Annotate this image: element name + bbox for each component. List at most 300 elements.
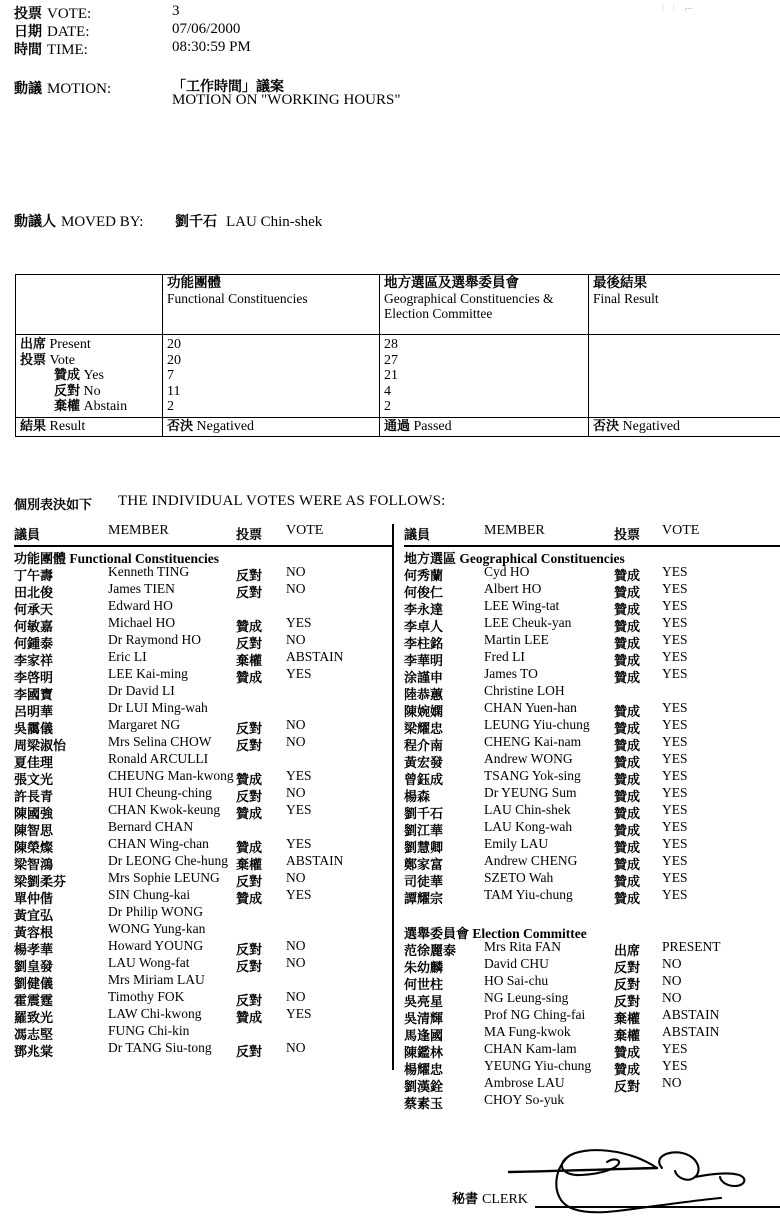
member-vote-zh: 贊成 xyxy=(614,892,641,907)
member-name-zh: 鄭家富 xyxy=(404,858,444,873)
member-vote-en: YES xyxy=(286,615,312,630)
moved-by-label-zh: 動議人 xyxy=(14,214,56,230)
member-name-zh: 范徐麗泰 xyxy=(404,944,457,959)
right-vote-rows-geographical xyxy=(404,565,780,905)
member-name-en: SZETO Wah xyxy=(484,870,554,885)
table-row xyxy=(14,701,394,718)
member-name-zh: 何俊仁 xyxy=(404,586,444,601)
time-value: 08:30:59 PM xyxy=(172,39,251,55)
member-name-zh: 李永達 xyxy=(404,603,444,618)
member-name-zh: 丁午壽 xyxy=(14,569,54,584)
summary-row-label-no-zh: 反對 xyxy=(54,383,81,399)
member-name-zh: 朱幼麟 xyxy=(404,961,444,976)
table-row xyxy=(14,565,394,582)
table-row xyxy=(404,940,780,957)
vote-label-en: VOTE: xyxy=(47,6,92,22)
left-vote-rows xyxy=(14,565,394,1058)
member-vote-en: YES xyxy=(662,666,688,681)
member-name-en: CHAN Yuen-han xyxy=(484,700,577,715)
member-vote-zh: 贊成 xyxy=(236,807,263,822)
table-row xyxy=(14,888,394,905)
member-name-en: SIN Chung-kai xyxy=(108,887,191,902)
table-row xyxy=(404,599,780,616)
member-vote-zh: 反對 xyxy=(236,960,263,975)
summary-result-final-en: Negatived xyxy=(622,418,681,434)
member-vote-zh: 反對 xyxy=(236,586,263,601)
summary-col-final xyxy=(589,275,780,335)
member-name-en: LAU Kong-wah xyxy=(484,819,573,834)
scan-artifact-mark: ᶩ ᶩ ⌐ xyxy=(662,2,696,16)
member-vote-zh: 反對 xyxy=(236,569,263,584)
member-vote-en: YES xyxy=(662,870,688,885)
group-heading-functional-zh: 功能團體 xyxy=(14,552,67,567)
table-row xyxy=(404,820,780,837)
member-vote-en: ABSTAIN xyxy=(286,649,344,664)
member-name-zh: 陸恭蕙 xyxy=(404,688,444,703)
date-label-zh: 日期 xyxy=(14,24,42,40)
group-heading-geographical xyxy=(404,548,780,565)
member-name-en: TAM Yiu-chung xyxy=(484,887,573,902)
member-name-zh: 黃宏發 xyxy=(404,756,444,771)
time-label-en: TIME: xyxy=(47,42,88,58)
motion-value-en: MOTION ON "WORKING HOURS" xyxy=(172,92,401,108)
member-vote-zh: 贊成 xyxy=(614,586,641,601)
group-heading-geographical-en: Geographical Constituencies xyxy=(459,551,625,566)
motion-label xyxy=(14,78,111,98)
left-column-rule xyxy=(14,545,394,547)
member-name-en: Mrs Rita FAN xyxy=(484,939,562,954)
right-header-vote-zh: 投票 xyxy=(614,528,641,543)
member-name-zh: 陳智思 xyxy=(14,824,54,839)
vote-label xyxy=(14,3,91,23)
member-name-zh: 劉皇發 xyxy=(14,960,54,975)
motion-label-en: MOTION: xyxy=(47,81,112,97)
right-column-header xyxy=(404,524,780,543)
summary-header-row xyxy=(16,275,780,335)
table-row xyxy=(404,1059,780,1076)
member-vote-zh: 贊成 xyxy=(614,756,641,771)
table-row xyxy=(404,616,780,633)
member-vote-en: NO xyxy=(286,938,306,953)
member-name-en: Mrs Selina CHOW xyxy=(108,734,212,749)
summary-fc-present: 20 xyxy=(167,337,181,352)
member-name-en: LAU Chin-shek xyxy=(484,802,571,817)
member-name-en: Eric LI xyxy=(108,649,147,664)
individual-votes-title-en: THE INDIVIDUAL VOTES WERE AS FOLLOWS: xyxy=(118,493,446,509)
summary-col-functional xyxy=(163,275,380,335)
table-row xyxy=(404,786,780,803)
member-name-en: Dr TANG Siu-tong xyxy=(108,1040,212,1055)
member-name-zh: 程介南 xyxy=(404,739,444,754)
table-row xyxy=(404,684,780,701)
table-row xyxy=(404,1025,780,1042)
member-name-zh: 馬逢國 xyxy=(404,1029,444,1044)
member-vote-en: YES xyxy=(662,700,688,715)
summary-fc-no: 11 xyxy=(167,383,181,399)
summary-row-label-vote-en: Vote xyxy=(49,352,75,368)
member-name-zh: 陳榮燦 xyxy=(14,841,54,856)
summary-result-row xyxy=(16,417,780,437)
table-row xyxy=(404,1093,780,1110)
member-name-zh: 曾鈺成 xyxy=(404,773,444,788)
member-vote-en: YES xyxy=(662,785,688,800)
member-name-en: TSANG Yok-sing xyxy=(484,768,581,783)
table-row xyxy=(404,701,780,718)
member-name-zh: 夏佳理 xyxy=(14,756,54,771)
table-row xyxy=(14,803,394,820)
signature-mark xyxy=(507,1142,780,1222)
member-name-zh: 陳鑑林 xyxy=(404,1046,444,1061)
member-vote-en: NO xyxy=(286,717,306,732)
member-name-zh: 何敏嘉 xyxy=(14,620,54,635)
member-name-zh: 何世柱 xyxy=(404,978,444,993)
member-name-en: Dr LEONG Che-hung xyxy=(108,853,228,868)
table-row xyxy=(404,769,780,786)
member-name-zh: 吳亮星 xyxy=(404,995,444,1010)
member-vote-zh: 贊成 xyxy=(614,790,641,805)
motion-value-zh: 「工作時間」議案 xyxy=(172,79,284,95)
member-vote-zh: 贊成 xyxy=(614,603,641,618)
member-name-en: Timothy FOK xyxy=(108,989,185,1004)
group-heading-geographical-zh: 地方選區 xyxy=(404,552,457,567)
member-name-zh: 劉慧卿 xyxy=(404,841,444,856)
table-row xyxy=(14,990,394,1007)
group-heading-functional xyxy=(14,548,394,565)
summary-row-labels xyxy=(16,335,163,418)
member-vote-zh: 贊成 xyxy=(614,620,641,635)
table-row xyxy=(14,650,394,667)
member-vote-en: YES xyxy=(286,802,312,817)
summary-row-label-yes-zh: 贊成 xyxy=(54,368,81,383)
member-vote-en: ABSTAIN xyxy=(662,1007,720,1022)
summary-col-functional-en: Functional Constituencies xyxy=(167,291,308,306)
member-vote-en: YES xyxy=(286,768,312,783)
member-vote-zh: 反對 xyxy=(236,790,263,805)
member-vote-en: YES xyxy=(662,819,688,834)
member-name-zh: 梁耀忠 xyxy=(404,722,444,737)
summary-result-geographical-en: Passed xyxy=(413,418,452,434)
member-name-zh: 何鍾泰 xyxy=(14,637,54,652)
member-name-en: Edward HO xyxy=(108,598,173,613)
member-name-zh: 楊森 xyxy=(404,790,431,805)
member-name-zh: 楊孝華 xyxy=(14,943,54,958)
motion-label-zh: 動議 xyxy=(14,81,42,97)
section-spacer xyxy=(404,905,780,922)
member-name-zh: 周梁淑怡 xyxy=(14,739,67,754)
date-value: 07/06/2000 xyxy=(172,21,241,37)
member-name-en: Margaret NG xyxy=(108,717,181,732)
summary-corner-cell xyxy=(16,275,163,335)
table-row xyxy=(404,854,780,871)
member-vote-zh: 棄權 xyxy=(614,1029,641,1044)
member-name-zh: 黃宜弘 xyxy=(14,909,54,924)
table-row xyxy=(14,735,394,752)
member-vote-zh: 反對 xyxy=(236,637,263,652)
table-row xyxy=(14,922,394,939)
member-vote-en: NO xyxy=(662,1075,682,1090)
member-vote-zh: 贊成 xyxy=(614,705,641,720)
moved-by-value-en: LAU Chin-shek xyxy=(226,214,323,230)
summary-gc-abstain: 2 xyxy=(384,399,391,414)
member-vote-zh: 贊成 xyxy=(614,807,641,822)
table-row xyxy=(14,956,394,973)
table-row xyxy=(404,803,780,820)
moved-by-value-zh: 劉千石 xyxy=(175,214,217,230)
left-header-member-en: MEMBER xyxy=(108,523,169,538)
summary-fc-vote: 20 xyxy=(167,352,181,368)
member-name-zh: 涂謹申 xyxy=(404,671,444,686)
group-heading-election-committee xyxy=(404,923,780,940)
summary-result-functional-zh: 否決 xyxy=(167,418,194,434)
member-name-en: Christine LOH xyxy=(484,683,565,698)
member-vote-zh: 出席 xyxy=(614,944,641,959)
member-vote-zh: 反對 xyxy=(614,1080,641,1095)
summary-result-functional-en: Negatived xyxy=(196,418,255,434)
member-name-zh: 羅致光 xyxy=(14,1011,54,1026)
table-row xyxy=(404,1042,780,1059)
summary-row-labels-list xyxy=(20,337,158,415)
moved-by-label-en: MOVED BY: xyxy=(61,214,144,230)
member-vote-en: NO xyxy=(662,990,682,1005)
member-name-en: Dr Raymond HO xyxy=(108,632,201,647)
member-vote-zh: 贊成 xyxy=(614,1046,641,1061)
member-vote-zh: 反對 xyxy=(614,995,641,1010)
member-vote-zh: 贊成 xyxy=(614,858,641,873)
member-name-zh: 劉漢銓 xyxy=(404,1080,444,1095)
member-vote-en: YES xyxy=(662,581,688,596)
vote-summary-table xyxy=(15,274,780,437)
member-name-en: Michael HO xyxy=(108,615,176,630)
member-vote-zh: 反對 xyxy=(236,1045,263,1060)
member-vote-zh: 贊成 xyxy=(236,671,263,686)
vote-value: 3 xyxy=(172,3,180,19)
summary-row-label-abstain-zh: 棄權 xyxy=(54,399,81,414)
member-name-en: Andrew CHENG xyxy=(484,853,578,868)
summary-gc-yes: 21 xyxy=(384,368,398,383)
member-vote-zh: 贊成 xyxy=(614,841,641,856)
votes-right-column xyxy=(404,524,780,1110)
member-name-en: Cyd HO xyxy=(484,564,530,579)
member-vote-en: YES xyxy=(662,768,688,783)
member-vote-en: NO xyxy=(662,973,682,988)
member-name-zh: 單仲偕 xyxy=(14,892,54,907)
member-name-en: WONG Yung-kan xyxy=(108,921,206,936)
member-name-en: CHENG Kai-nam xyxy=(484,734,582,749)
member-name-en: HUI Cheung-ching xyxy=(108,785,212,800)
member-name-en: LEUNG Yiu-chung xyxy=(484,717,590,732)
member-vote-en: NO xyxy=(662,956,682,971)
member-name-en: Ambrose LAU xyxy=(484,1075,565,1090)
member-name-zh: 呂明華 xyxy=(14,705,54,720)
member-name-en: FUNG Chi-kin xyxy=(108,1023,190,1038)
summary-values-functional-list xyxy=(167,337,375,415)
table-row xyxy=(404,1076,780,1093)
left-header-vote-en: VOTE xyxy=(286,523,324,538)
member-name-zh: 司徒華 xyxy=(404,875,444,890)
member-vote-zh: 棄權 xyxy=(236,654,263,669)
member-vote-zh: 贊成 xyxy=(236,892,263,907)
table-row xyxy=(14,769,394,786)
summary-result-geographical-zh: 通過 xyxy=(384,418,411,434)
member-name-en: James TO xyxy=(484,666,538,681)
member-name-en: CHAN Kwok-keung xyxy=(108,802,221,817)
member-vote-zh: 反對 xyxy=(236,994,263,1009)
member-vote-en: YES xyxy=(286,666,312,681)
table-row xyxy=(404,957,780,974)
member-name-en: Andrew WONG xyxy=(484,751,573,766)
member-name-en: Albert HO xyxy=(484,581,542,596)
date-label xyxy=(14,21,90,41)
summary-row-label-yes-en: Yes xyxy=(83,368,104,383)
member-name-en: Dr YEUNG Sum xyxy=(484,785,577,800)
member-vote-zh: 贊成 xyxy=(614,1063,641,1078)
member-name-zh: 何承天 xyxy=(14,603,54,618)
member-name-zh: 田北俊 xyxy=(14,586,54,601)
summary-gc-no: 4 xyxy=(384,383,391,399)
member-vote-en: YES xyxy=(286,887,312,902)
table-row xyxy=(14,939,394,956)
member-name-zh: 梁智鴻 xyxy=(14,858,54,873)
table-row xyxy=(404,718,780,735)
summary-gc-present: 28 xyxy=(384,337,398,352)
table-row xyxy=(404,837,780,854)
member-vote-en: YES xyxy=(662,751,688,766)
member-vote-en: YES xyxy=(662,598,688,613)
member-name-en: CHAN Kam-lam xyxy=(484,1041,577,1056)
member-name-zh: 劉健儀 xyxy=(14,977,54,992)
member-name-en: MA Fung-kwok xyxy=(484,1024,571,1039)
table-row xyxy=(14,854,394,871)
summary-values-final xyxy=(589,335,780,418)
table-row xyxy=(14,820,394,837)
member-name-en: Howard YOUNG xyxy=(108,938,204,953)
member-name-en: Martin LEE xyxy=(484,632,549,647)
table-row xyxy=(14,1041,394,1058)
member-vote-zh: 贊成 xyxy=(614,654,641,669)
summary-fc-abstain: 2 xyxy=(167,399,174,414)
member-name-en: Dr Philip WONG xyxy=(108,904,204,919)
right-header-member-zh: 議員 xyxy=(404,528,431,543)
member-vote-en: ABSTAIN xyxy=(662,1024,720,1039)
member-vote-en: YES xyxy=(662,802,688,817)
member-name-en: LEE Wing-tat xyxy=(484,598,560,613)
member-name-zh: 許長青 xyxy=(14,790,54,805)
moved-by-label xyxy=(14,211,143,231)
member-vote-zh: 棄權 xyxy=(236,858,263,873)
member-name-zh: 譚耀宗 xyxy=(404,892,444,907)
time-label xyxy=(14,39,88,59)
summary-row-label-abstain-en: Abstain xyxy=(83,399,128,414)
member-vote-zh: 贊成 xyxy=(614,773,641,788)
summary-row-label-present-en: Present xyxy=(49,337,91,352)
summary-row-label-yes xyxy=(20,368,158,384)
member-vote-zh: 贊成 xyxy=(614,671,641,686)
summary-col-final-zh: 最後結果 xyxy=(593,275,647,291)
summary-gc-vote: 27 xyxy=(384,352,398,368)
member-vote-zh: 贊成 xyxy=(614,875,641,890)
member-name-zh: 李卓人 xyxy=(404,620,444,635)
member-vote-zh: 贊成 xyxy=(614,637,641,652)
member-name-en: LEE Cheuk-yan xyxy=(484,615,572,630)
table-row xyxy=(404,735,780,752)
table-row xyxy=(404,582,780,599)
member-vote-zh: 贊成 xyxy=(236,773,263,788)
moved-by-value xyxy=(175,211,322,231)
table-row xyxy=(14,752,394,769)
member-name-zh: 李柱銘 xyxy=(404,637,444,652)
member-name-zh: 鄧兆棠 xyxy=(14,1045,54,1060)
table-row xyxy=(404,871,780,888)
member-vote-en: YES xyxy=(286,1006,312,1021)
member-name-en: LAU Wong-fat xyxy=(108,955,190,970)
summary-result-label-zh: 結果 xyxy=(20,418,47,434)
member-vote-zh: 贊成 xyxy=(614,569,641,584)
member-name-en: CHAN Wing-chan xyxy=(108,836,209,851)
member-vote-zh: 贊成 xyxy=(236,841,263,856)
summary-col-final-en: Final Result xyxy=(593,291,659,306)
summary-fc-yes: 7 xyxy=(167,368,174,383)
table-row xyxy=(404,974,780,991)
table-row xyxy=(14,973,394,990)
member-vote-zh: 反對 xyxy=(236,722,263,737)
table-row xyxy=(14,633,394,650)
member-vote-en: YES xyxy=(662,887,688,902)
member-name-zh: 陳國強 xyxy=(14,807,54,822)
table-row xyxy=(14,905,394,922)
table-row xyxy=(14,684,394,701)
member-vote-en: NO xyxy=(286,955,306,970)
member-vote-en: YES xyxy=(662,632,688,647)
member-vote-en: PRESENT xyxy=(662,939,721,954)
member-name-en: CHOY So-yuk xyxy=(484,1092,565,1107)
member-name-zh: 李家祥 xyxy=(14,654,54,669)
member-name-en: Bernard CHAN xyxy=(108,819,194,834)
member-name-en: Fred LI xyxy=(484,649,525,664)
table-row xyxy=(14,718,394,735)
signature-line xyxy=(535,1206,780,1208)
table-row xyxy=(404,667,780,684)
member-name-zh: 陳婉嫻 xyxy=(404,705,444,720)
summary-col-geographical xyxy=(380,275,589,335)
summary-row-label-abstain xyxy=(20,399,158,415)
member-vote-zh: 贊成 xyxy=(236,620,263,635)
group-heading-functional-en: Functional Constituencies xyxy=(69,551,220,566)
table-row xyxy=(14,1007,394,1024)
summary-col-geographical-zh: 地方選區及選舉委員會 xyxy=(384,275,519,291)
member-name-en: Dr LUI Ming-wah xyxy=(108,700,208,715)
vote-label-zh: 投票 xyxy=(14,6,42,22)
member-vote-en: NO xyxy=(286,870,306,885)
table-row xyxy=(14,837,394,854)
summary-row-label-vote xyxy=(20,353,158,369)
table-row xyxy=(404,565,780,582)
member-name-en: Kenneth TING xyxy=(108,564,190,579)
time-label-zh: 時間 xyxy=(14,42,42,58)
member-vote-en: YES xyxy=(662,615,688,630)
member-vote-en: YES xyxy=(662,717,688,732)
summary-values-geographical-list xyxy=(384,337,584,415)
group-heading-election-committee-zh: 選舉委員會 xyxy=(404,927,470,942)
member-name-en: HO Sai-chu xyxy=(484,973,549,988)
member-name-en: Dr David LI xyxy=(108,683,175,698)
member-name-en: Mrs Miriam LAU xyxy=(108,972,205,987)
member-vote-en: YES xyxy=(662,649,688,664)
right-header-vote-en: VOTE xyxy=(662,523,700,538)
member-name-en: James TIEN xyxy=(108,581,175,596)
member-name-zh: 劉千石 xyxy=(404,807,444,822)
member-name-zh: 吳清輝 xyxy=(404,1012,444,1027)
member-vote-zh: 反對 xyxy=(236,875,263,890)
